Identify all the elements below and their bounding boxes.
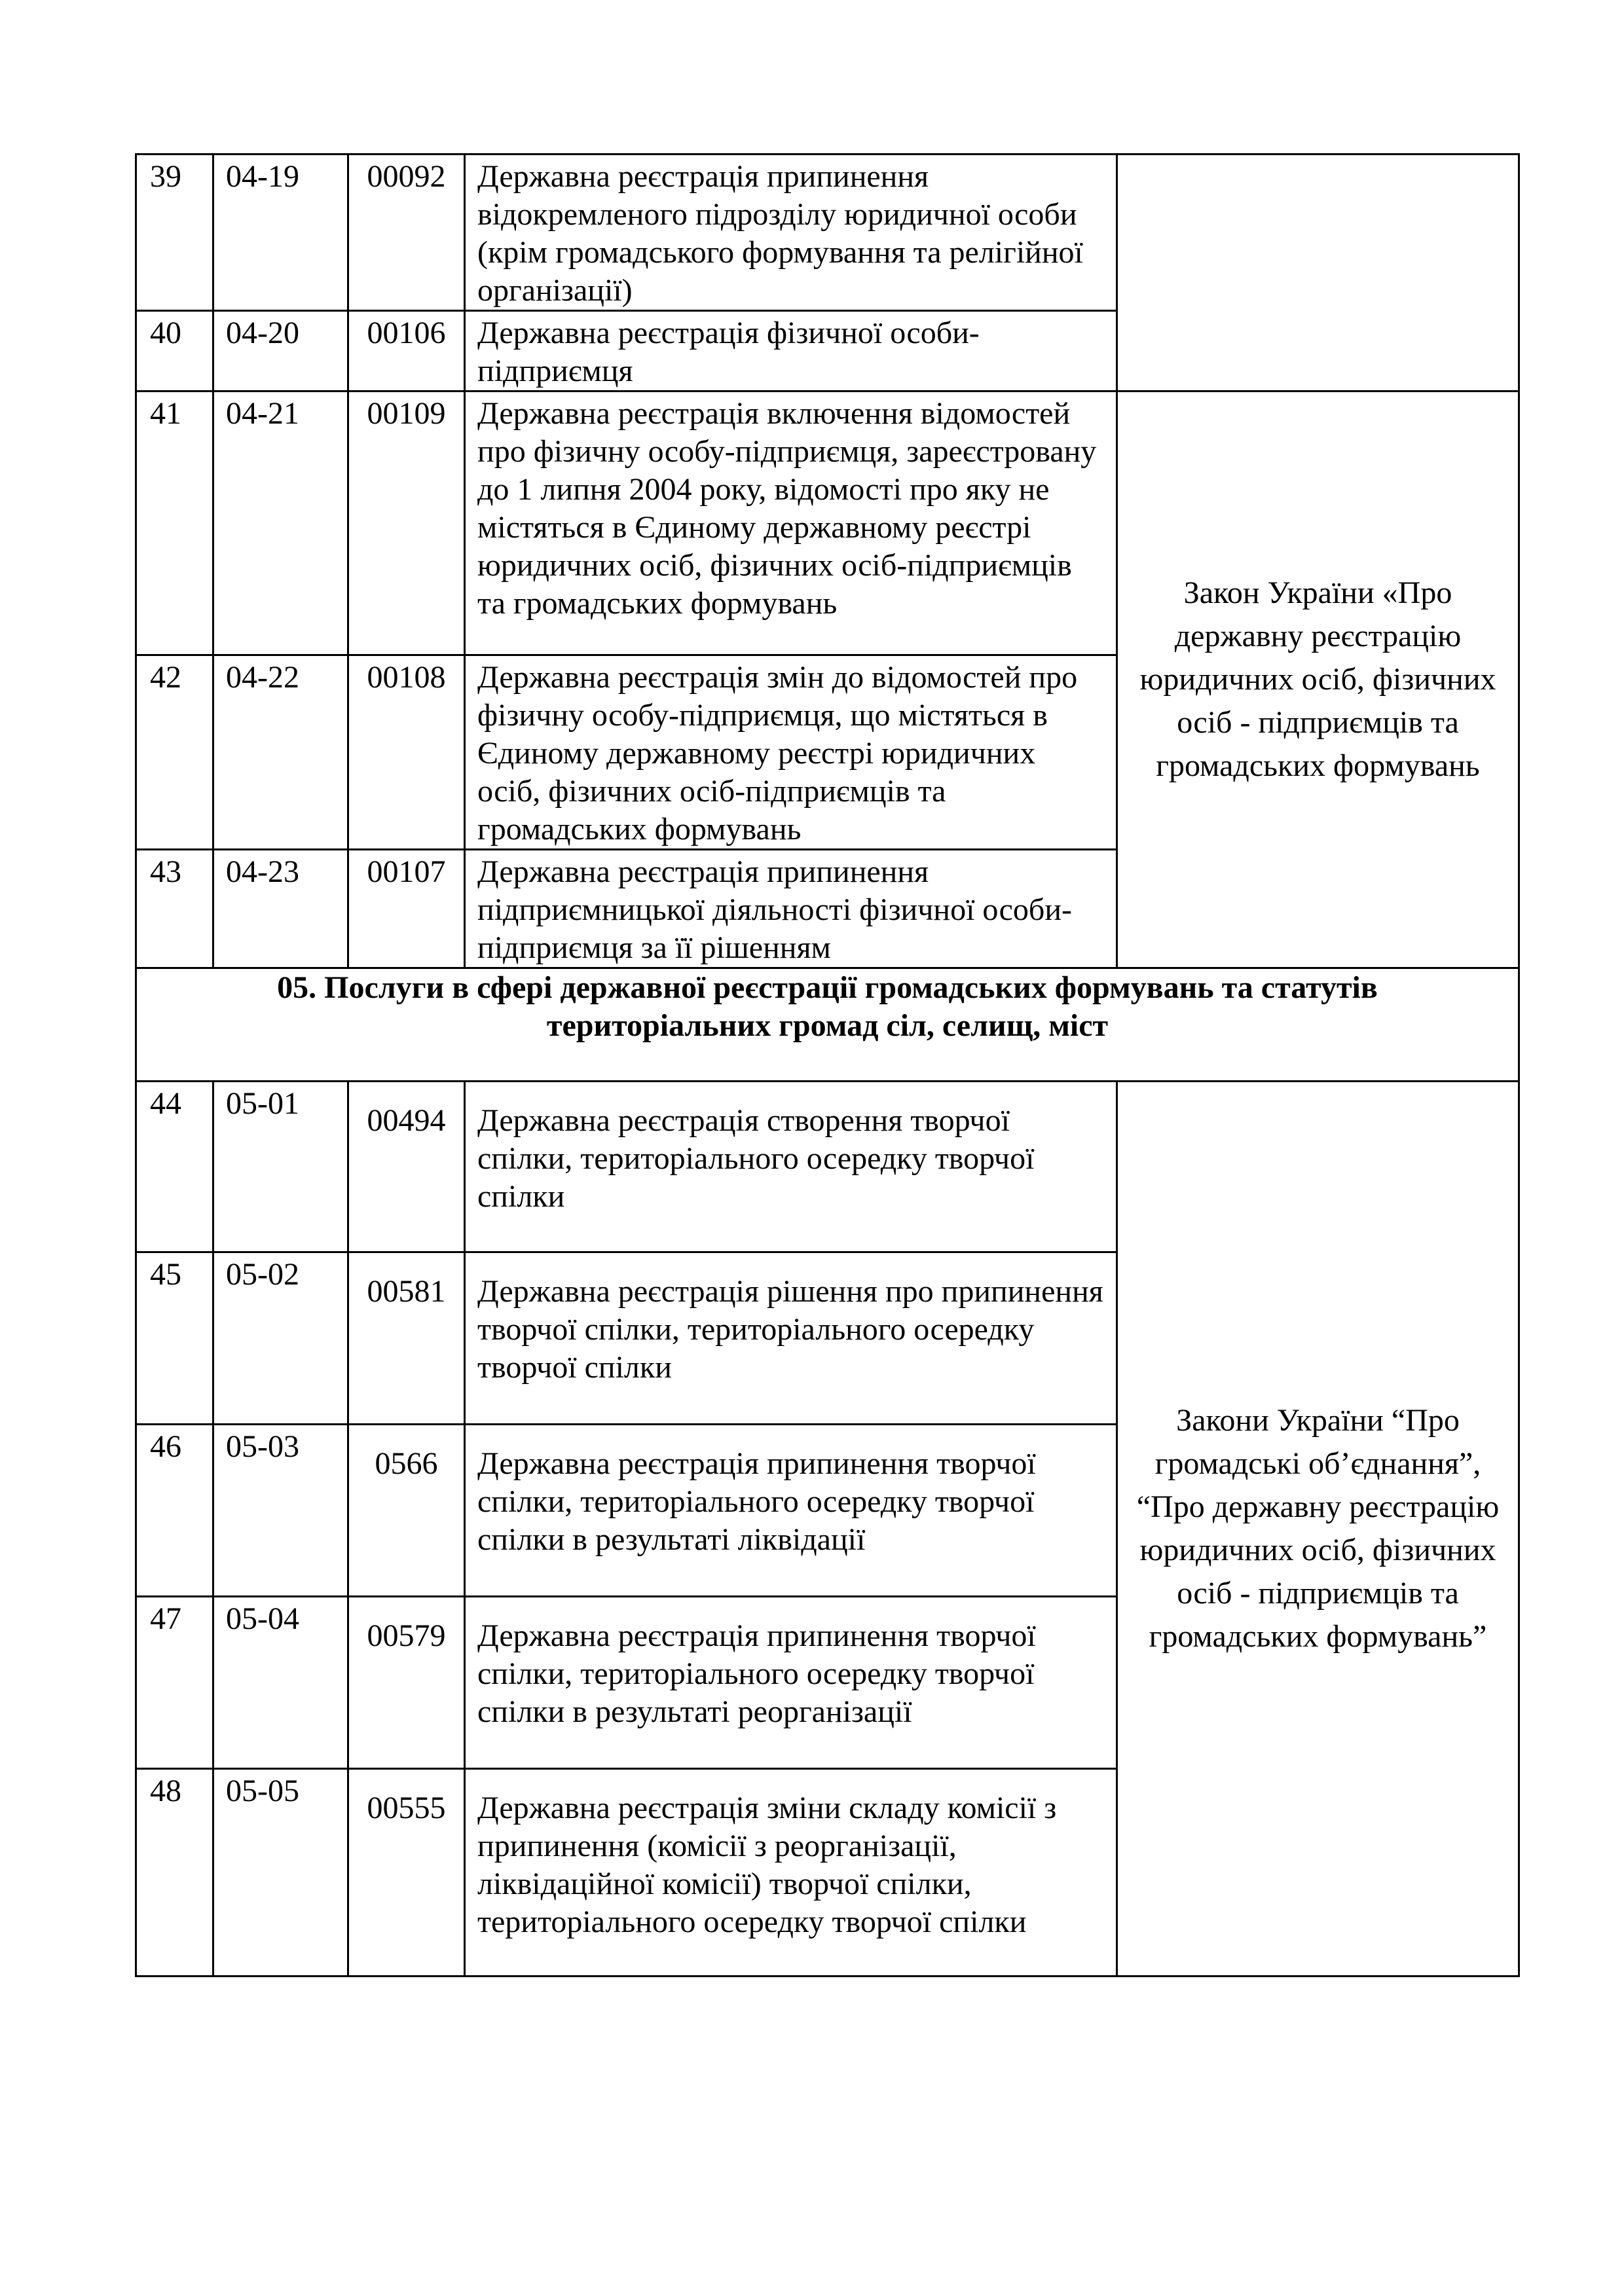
service-description: Державна реєстрація створення творчої спілки, територіального осередку творчої спілки: [465, 1082, 1117, 1252]
table-row: [136, 392, 1519, 655]
group-code: 05-05: [213, 1769, 348, 1977]
services-table: [135, 153, 1520, 1977]
group-code: 05-04: [213, 1597, 348, 1769]
service-description: Державна реєстрація припинення відокремленого підрозділу юридичної особи (крім громадського формування та релігійної організації): [465, 155, 1117, 311]
group-code: 04-22: [213, 655, 348, 850]
row-number: 45: [136, 1252, 213, 1425]
table-row: [136, 1082, 1519, 1252]
row-number: 47: [136, 1597, 213, 1769]
service-description: Державна реєстрація фізичної особи-підприємця: [465, 311, 1117, 392]
group-code: 04-21: [213, 392, 348, 655]
service-code: 00108: [348, 655, 465, 850]
row-number: 44: [136, 1082, 213, 1252]
table-row: [136, 155, 1519, 311]
group-code: 04-20: [213, 311, 348, 392]
row-number: 43: [136, 850, 213, 968]
row-number: 40: [136, 311, 213, 392]
service-code: 00579: [348, 1597, 465, 1769]
row-number: 41: [136, 392, 213, 655]
service-description: Державна реєстрація зміни складу комісії з припинення (комісії з реорганізації, ліквідаційної комісії) творчої спілки, територіального осередку творчої спілки: [465, 1769, 1117, 1977]
group-code: 05-02: [213, 1252, 348, 1425]
section-title-line: територіальних громад сіл, селищ, міст: [546, 1008, 1109, 1043]
row-number: 48: [136, 1769, 213, 1977]
row-number: 39: [136, 155, 213, 311]
service-code: 00555: [348, 1769, 465, 1977]
row-number: 46: [136, 1425, 213, 1597]
service-code: 00092: [348, 155, 465, 311]
group-code: 04-23: [213, 850, 348, 968]
law-reference-empty: [1117, 155, 1519, 392]
service-description: Державна реєстрація припинення підприємницької діяльності фізичної особи-підприємця за її рішенням: [465, 850, 1117, 968]
law-reference: Закон України «Про державну реєстрацію юридичних осіб, фізичних осіб - підприємців та громадських формувань: [1117, 392, 1519, 968]
service-code: 00106: [348, 311, 465, 392]
service-description: Державна реєстрація змін до відомостей про фізичну особу-підприємця, що містяться в Єдиному державному реєстрі юридичних осіб, фізичних осіб-підприємців та громадських формувань: [465, 655, 1117, 850]
service-code: 00107: [348, 850, 465, 968]
service-description: Державна реєстрація рішення про припинення творчої спілки, територіального осередку творчої спілки: [465, 1252, 1117, 1425]
row-number: 42: [136, 655, 213, 850]
service-code: 00109: [348, 392, 465, 655]
group-code: 05-01: [213, 1082, 348, 1252]
group-code: 04-19: [213, 155, 348, 311]
service-code: 0566: [348, 1425, 465, 1597]
group-code: 05-03: [213, 1425, 348, 1597]
section-title-line: 05. Послуги в сфері державної реєстрації громадських формувань та статутів: [277, 970, 1378, 1005]
service-description: Державна реєстрація включення відомостей про фізичну особу-підприємця, зареєстровану до 1 липня 2004 року, відомості про яку не містяться в Єдиному державному реєстрі юридичних осіб, фізичних осіб-підприємців та громадських формувань: [465, 392, 1117, 655]
service-code: 00581: [348, 1252, 465, 1425]
section-header-row: [136, 968, 1519, 1082]
service-code: 00494: [348, 1082, 465, 1252]
section-title: [136, 968, 1519, 1082]
law-reference: Закони України “Про громадські об’єднання”, “Про державну реєстрацію юридичних осіб, фізичних осіб - підприємців та громадських формувань”: [1117, 1082, 1519, 1977]
service-description: Державна реєстрація припинення творчої спілки, територіального осередку творчої спілки в результаті реорганізації: [465, 1597, 1117, 1769]
service-description: Державна реєстрація припинення творчої спілки, територіального осередку творчої спілки в результаті ліквідації: [465, 1425, 1117, 1597]
